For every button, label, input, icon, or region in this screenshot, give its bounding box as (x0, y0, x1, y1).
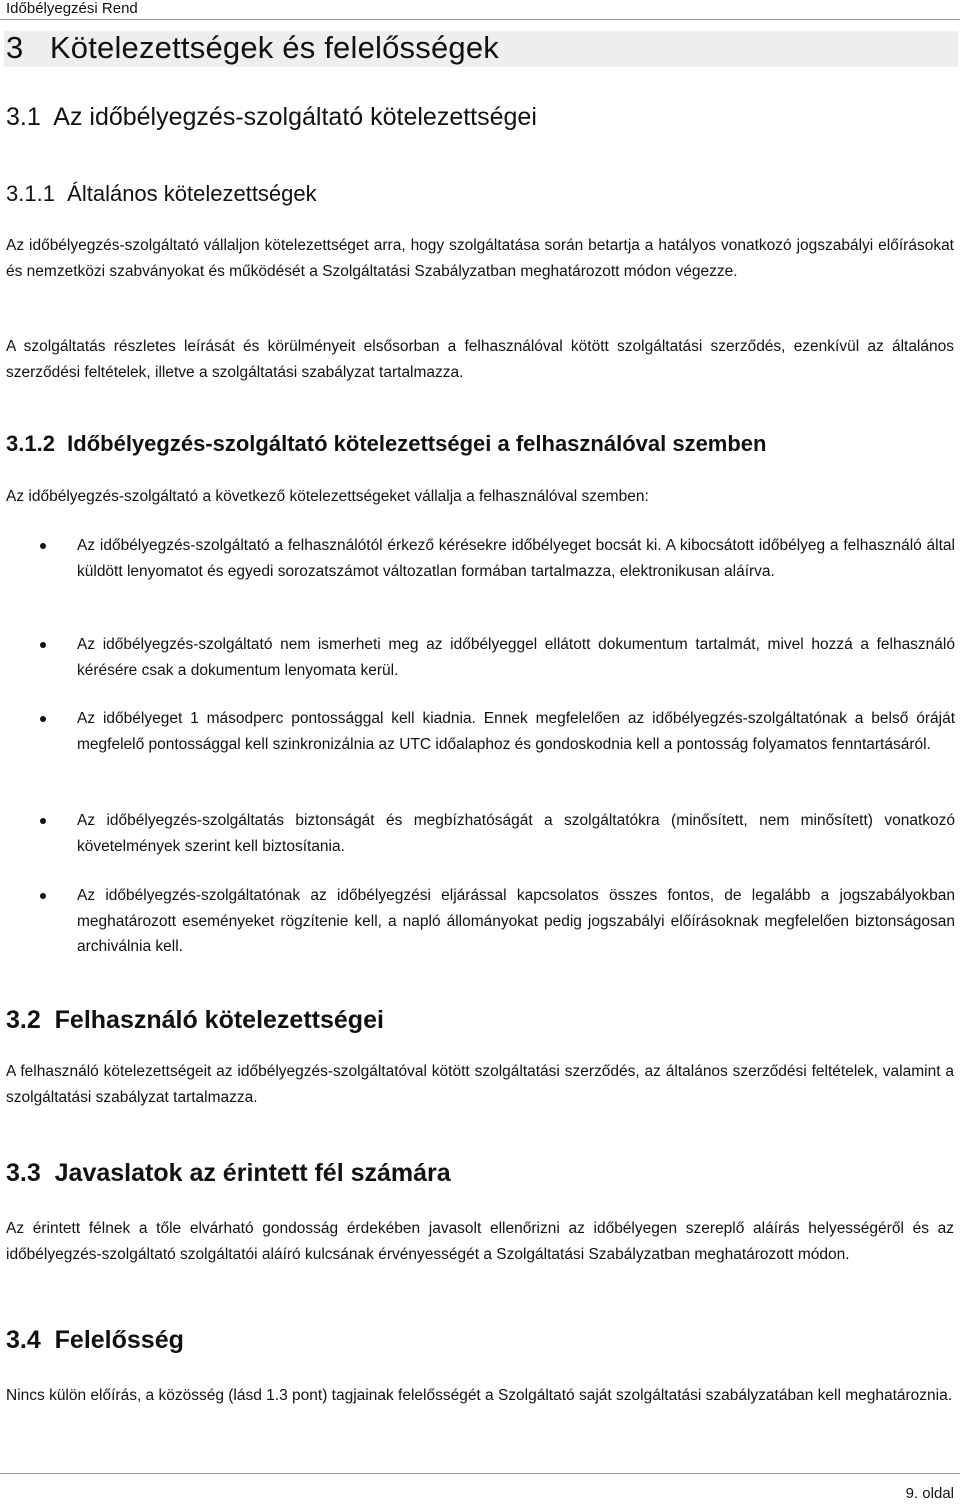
paragraph-3-2: A felhasználó kötelezettségeit az időbélyegzés-szolgáltatóval kötött szolgáltatási szerződés, az általános szerződési feltételek, valamint a szolgáltatási szabályzat tartalmazza. (6, 1063, 954, 1106)
section-heading-3-4: 3.4 Felelősség (6, 1326, 184, 1354)
paragraph-3-3: Az érintett félnek a tőle elvárható gondosság érdekében javasolt ellenőrizni az időbélyegen szereplő aláírás helyességéről és az időbélyegzés-szolgáltató szolgáltatói aláíró kulcsának érvényességét a Szolgáltatási Szabályzatban meghatározott módon. (6, 1220, 954, 1263)
section-heading-3-2: 3.2 Felhasználó kötelezettségei (6, 1006, 384, 1034)
bullet-icon (40, 543, 46, 549)
header-rule (0, 19, 960, 20)
section-heading-3-1: 3.1 Az időbélyegzés-szolgáltató kötelezettségei (6, 103, 537, 131)
paragraph-3-1-1-b: A szolgáltatás részletes leírását és körülményeit elsősorban a felhasználóval kötött szolgáltatási szerződés, ezenkívül az általános szerződési feltételek, illetve a szolgáltatási szabályzat tartalmazza. (6, 338, 954, 381)
list-item-text: Az időbélyegzés-szolgáltatónak az időbélyegzési eljárással kapcsolatos összes fontos, de legalább a jogszabályokban meghatározott eseményeket rögzítenie kell, a napló állományokat pedig jogszabályi előírásoknak megfelelően biztonságosan archiválnia kell. (77, 887, 955, 955)
running-header: Időbélyegzési Rend (6, 0, 138, 17)
footer-rule (0, 1473, 960, 1474)
bullet-icon (40, 642, 46, 648)
chapter-heading: 3 Kötelezettségek és felelősségek (6, 30, 499, 65)
subsection-heading-3-1-2: 3.1.2 Időbélyegzés-szolgáltató kötelezettségei a felhasználóval szemben (6, 431, 767, 456)
bullet-icon (40, 716, 46, 722)
section-heading-3-3: 3.3 Javaslatok az érintett fél számára (6, 1159, 451, 1187)
paragraph-3-1-2-intro: Az időbélyegzés-szolgáltató a következő kötelezettségeket vállalja a felhasználóval szemben: (6, 488, 649, 505)
page-number: 9. oldal (905, 1485, 954, 1502)
list-item-text: Az időbélyeget 1 másodperc pontossággal kell kiadnia. Ennek megfelelően az időbélyegzés-szolgáltatónak a belső óráját megfelelő pontossággal kell szinkronizálnia az UTC időalaphoz és gondoskodnia kell a pontosság folyamatos fenntartásáról. (77, 710, 955, 753)
paragraph-3-4: Nincs külön előírás, a közösség (lásd 1.3 pont) tagjainak felelősségét a Szolgáltató saját szolgáltatási szabályzatában kell meghatároznia. (6, 1387, 953, 1404)
list-item-text: Az időbélyegzés-szolgáltató nem ismerheti meg az időbélyeggel ellátott dokumentum tartalmát, mivel hozzá a felhasználó kérésére csak a dokumentum lenyomata kerül. (77, 636, 955, 679)
bullet-icon (40, 818, 46, 824)
bullet-icon (40, 893, 46, 899)
paragraph-3-1-1-a: Az időbélyegzés-szolgáltató vállaljon kötelezettséget arra, hogy szolgáltatása során betartja a hatályos vonatkozó jogszabályi előírásokat és nemzetközi szabványokat és működését a Szolgáltatási Szabályzatban meghatározott módon végezze. (6, 237, 954, 280)
list-item-text: Az időbélyegzés-szolgáltató a felhasználótól érkező kérésekre időbélyeget bocsát ki. A kibocsátott időbélyeg a felhasználó által küldött lenyomatot és egyedi sorozatszámot változatlan formában tartalmazza, elektronikusan aláírva. (77, 537, 955, 580)
subsection-heading-3-1-1: 3.1.1 Általános kötelezettségek (6, 181, 317, 206)
list-item-text: Az időbélyegzés-szolgáltatás biztonságát és megbízhatóságát a szolgáltatókra (minősített, nem minősített) vonatkozó követelmények szerint kell biztosítania. (77, 812, 955, 855)
